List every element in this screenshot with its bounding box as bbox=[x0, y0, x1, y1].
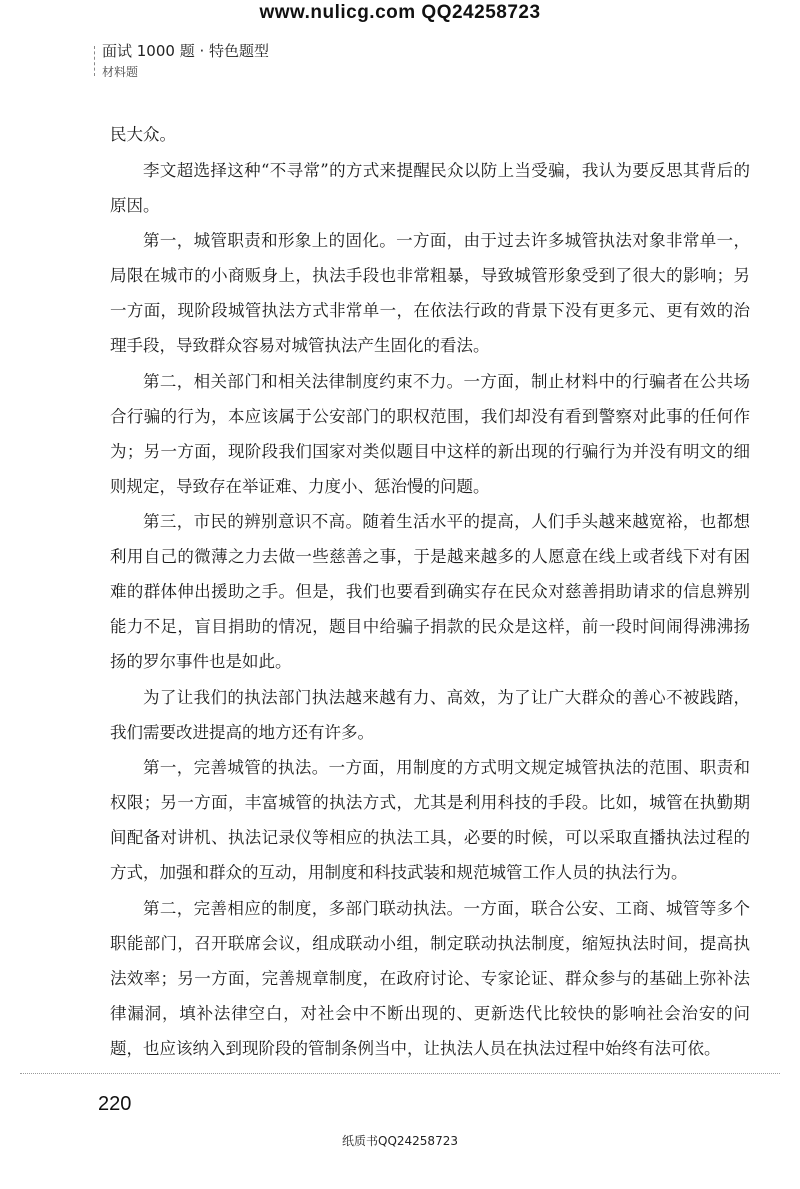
page-number: 220 bbox=[98, 1093, 132, 1115]
paragraph: 为了让我们的执法部门执法越来越有力、高效，为了让广大群众的善心不被践踏，我们需要改进提高的地方还有许多。 bbox=[110, 687, 750, 742]
paragraph: 第二，相关部门和相关法律制度约束不力。一方面，制止材料中的行骗者在公共场合行骗的行为，本应该属于公安部门的职权范围，我们却没有看到警察对此事的任何作为；另一方面，现阶段我们国家对类似题目中这样的新出现的行骗行为并没有明文的细则规定，导致存在举证难、力度小、惩治慢的问题。 bbox=[110, 371, 750, 496]
running-head-subtitle: 材料题 bbox=[102, 65, 139, 79]
paragraph: 李文超选择这种“不寻常”的方式来提醒民众以防上当受骗，我认为要反思其背后的原因。 bbox=[110, 160, 750, 215]
watermark-top: www.nulicg.com QQ24258723 bbox=[259, 2, 541, 23]
paragraph-continuation: 民大众。 bbox=[110, 125, 176, 144]
paragraph: 第三，市民的辨别意识不高。随着生活水平的提高，人们手头越来越宽裕，也都想利用自己的微薄之力去做一些慈善之事，于是越来越多的人愿意在线上或者线下对有困难的群体伸出援助之手。但是，我们也要看到确实存在民众对慈善捐助请求的信息辨别能力不足，盲目捐助的情况，题目中给骗子捐款的民众是这样，前一段时间闹得沸沸扬扬的罗尔事件也是如此。 bbox=[110, 512, 750, 671]
paragraph: 第一，城管职责和形象上的固化。一方面，由于过去许多城管执法对象非常单一，局限在城市的小商贩身上，执法手段也非常粗暴，导致城管形象受到了很大的影响；另一方面，现阶段城管执法方式非常单一，在依法行政的背景下没有更多元、更有效的治理手段，导致群众容易对城管执法产生固化的看法。 bbox=[110, 231, 750, 355]
paragraph: 第一，完善城管的执法。一方面，用制度的方式明文规定城管执法的范围、职责和权限；另一方面，丰富城管的执法方式，尤其是利用科技的手段。比如，城管在执勤期间配备对讲机、执法记录仪等相应的执法工具，必要的时候，可以采取直播执法过程的方式，加强和群众的互动，用制度和科技武装和规范城管工作人员的执法行为。 bbox=[110, 758, 750, 882]
body-text bbox=[110, 117, 750, 1066]
margin-mark bbox=[94, 46, 96, 76]
scan-noise-line bbox=[20, 1073, 780, 1074]
running-head-title: 面试 1000 题 · 特色题型 bbox=[102, 42, 270, 60]
paragraph: 第二，完善相应的制度，多部门联动执法。一方面，联合公安、工商、城管等多个职能部门，召开联席会议，组成联动小组，制定联动执法制度，缩短执法时间，提高执法效率；另一方面，完善规章制度，在政府讨论、专家论证、群众参与的基础上弥补法律漏洞，填补法律空白，对社会中不断出现的、更新迭代比较快的影响社会治安的问题，也应该纳入到现阶段的管制条例当中，让执法人员在执法过程中始终有法可依。 bbox=[110, 898, 750, 1058]
watermark-bottom: 纸质书QQ24258723 bbox=[342, 1134, 458, 1148]
